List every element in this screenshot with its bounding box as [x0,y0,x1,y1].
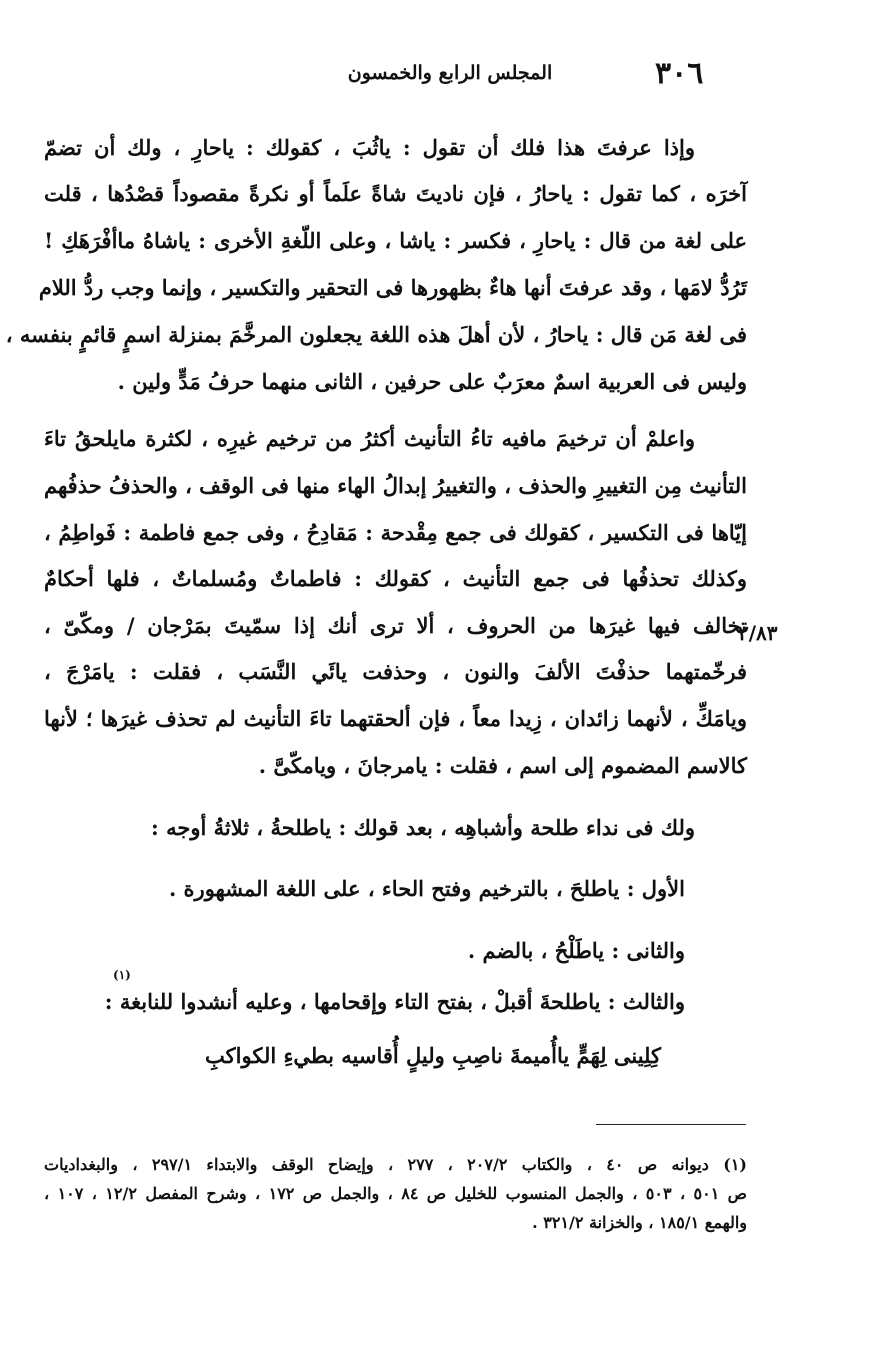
text-line: كالاسم المضموم إلى اسم ، فقلت : يامرجانَ ، ويامكّىَّ . [258,753,747,778]
text-line: آخرَه ، كما تقول : ياحارُ ، فإن ناديتَ شاةً علَماً أو نكرةً مقصوداً قصْدُها ، قلت [44,181,747,206]
text-line: والثانى : ياطَلْحُ ، بالضم . [467,938,685,963]
footnote-divider [596,1124,746,1125]
text-line: ولك فى نداء طلحة وأشباهِه ، بعد قولك : ياطلحةُ ، ثلاثةُ أوجه : [151,815,695,840]
footnote-marker: (١) [113,968,131,982]
text-line: تخالف فيها غيرَها من الحروف ، ألا ترى أنك إذا سمّيتَ بمَرْجان / ومكّىّ ، [44,613,747,638]
margin-reference: ٢/٨٣ [738,621,778,645]
text-line: وكذلك تحذفُها فى جمع التأنيث ، كقولك : فاطماتٌ ومُسلماتٌ ، فلها أحكامٌ [44,566,747,591]
footnote-line: (١) ديوانه ص ٤٠ ، والكتاب ٢٠٧/٢ ، ٢٧٧ ، وإيضاح الوقف والابتداء ٢٩٧/١ ، والبغداديات [44,1155,747,1174]
footnote-line: ص ٥٠١ ، ٥٠٣ ، والجمل المنسوب للخليل ص ٨٤ ، والجمل ص ١٧٢ ، وشرح المفصل ١٢/٢ ، ١٠٧ ، [44,1184,748,1203]
verse-line: كِلِينى لِهَمٍّ ياأُميمةَ ناصِبِ وليلٍ أُقاسيه بطيءِ الكواكبِ [205,1043,661,1068]
text-line: فرخّمتهما حذفْتَ الألفَ والنون ، وحذفت يائَي النَّسَب ، فقلت : يامَرْجَ ، [44,659,747,684]
running-header-title: المجلس الرابع والخمسون [347,62,553,84]
text-line: التأنيث مِن التغييرِ والحذف ، والتغييرُ إبدالُ الهاء منها فى الوقف ، والحذفُ حذفُهم [44,473,747,498]
text-line: الأول : ياطلحَ ، بالترخيم وفتح الحاء ، على اللغة المشهورة . [168,876,685,901]
text-line: وإذا عرفتَ هذا فلك أن تقول : ياثُبَ ، كقولك : ياحارِ ، ولك أن تضمّ [44,135,695,160]
text-line: على لغة من قال : ياحارِ ، فكسر : ياشا ، وعلى اللّغةِ الأخرى : ياشاهُ ماأفْرَهَكِ ! [44,228,747,253]
text-line: فى لغة مَن قال : ياحارُ ، لأن أهلَ هذه اللغة يجعلون المرخَّمَ بمنزلة اسمٍ قائمٍ بنفسه ، [5,322,747,347]
footnote-line: والهمع ١٨٥/١ ، والخزانة ٣٢١/٢ . [532,1213,747,1232]
text-line: وليس فى العربية اسمٌ معرَبٌ على حرفين ، الثانى منهما حرفُ مَدٍّ ولين . [117,369,747,394]
page-number: ٣٠٦ [655,56,704,91]
text-line: إيّاها فى التكسير ، كقولك فى جمع مِقْدحة : مَقادِحُ ، وفى جمع فاطمة : فَواطِمُ ، [44,520,747,545]
text-line: تَرُدُّ لامَها ، وقد عرفتَ أنها هاءٌ بظهورها فى التحقير والتكسير ، وإنما وجب ردُّ اللام [38,275,747,300]
text-line: واعلمْ أن ترخيمَ مافيه تاءُ التأنيث أكثرُ من ترخيم غيرِه ، لكثرة مايلحقُ تاءَ [44,426,695,451]
text-line: ويامَكِّ ، لأنهما زائدان ، زِيدا معاً ، فإن ألحقتهما تاءَ التأنيث لم تحذف غيرَها ؛ لأنها [44,706,747,731]
text-line: والثالث : ياطلحةَ أقبلْ ، بفتح التاء وإقحامها ، وعليه أنشدوا للنابغة : [104,989,685,1014]
